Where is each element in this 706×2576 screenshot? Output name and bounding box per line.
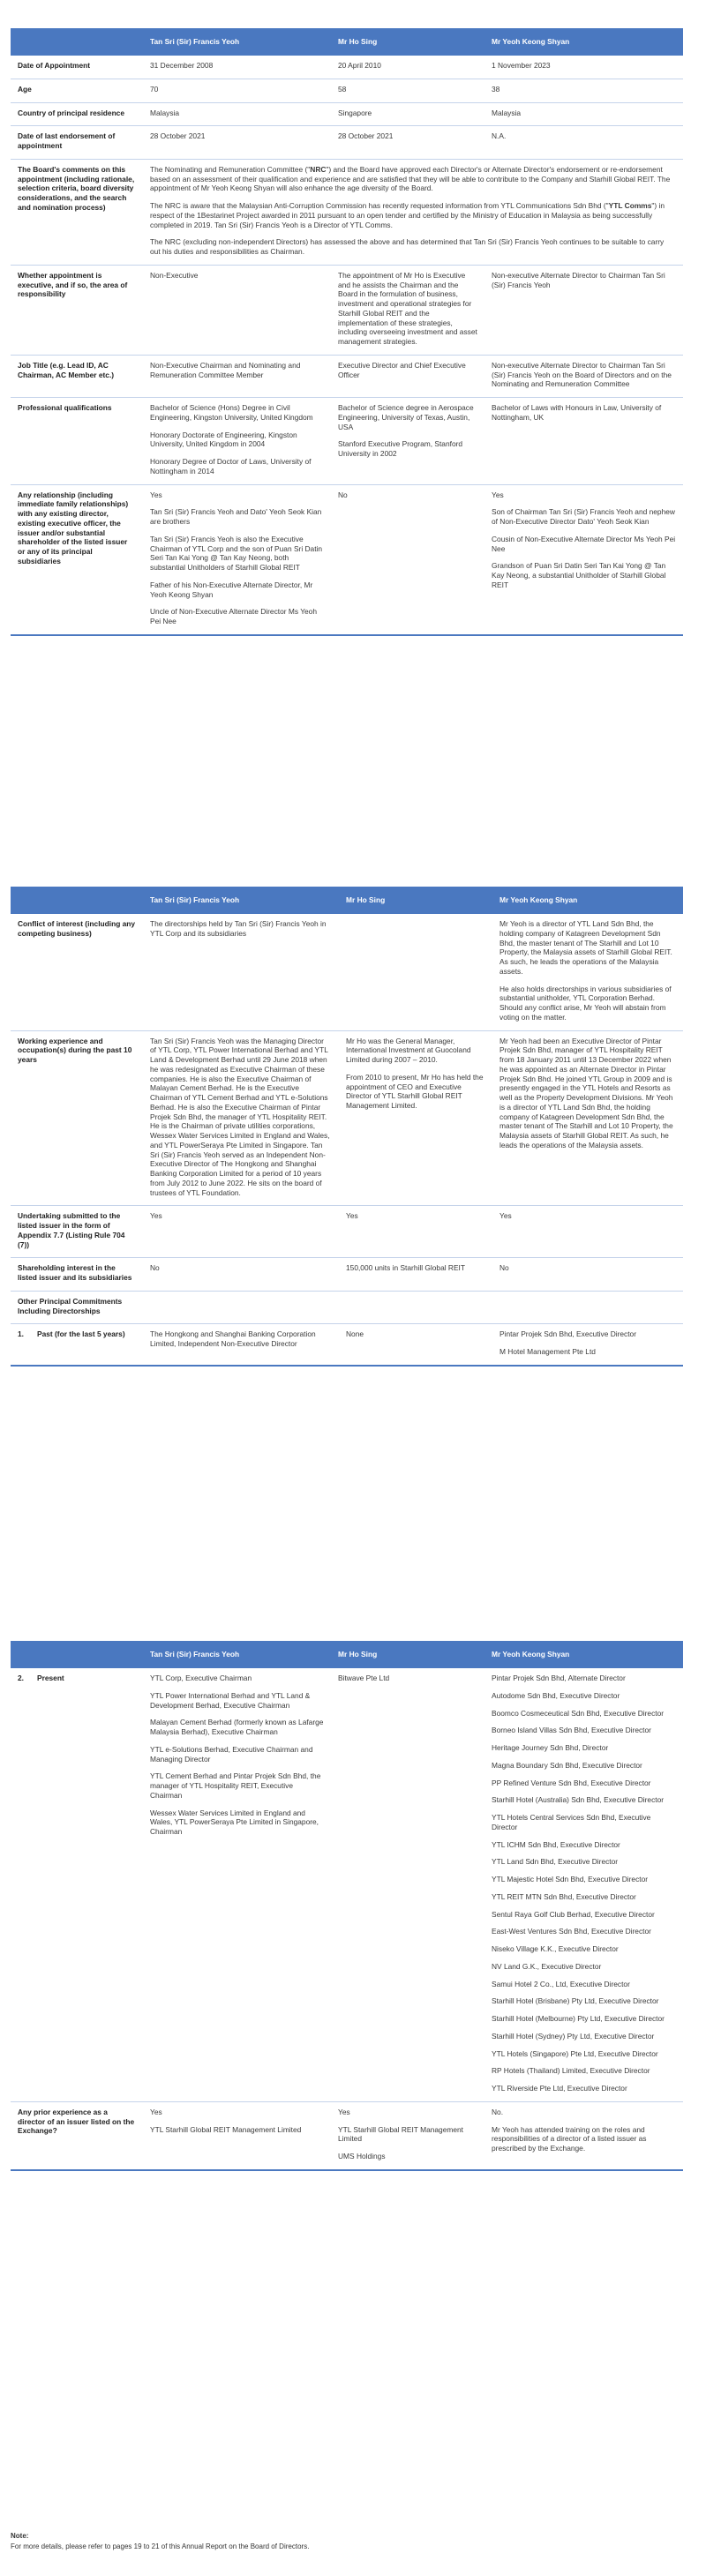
cell-paragraph: Tan Sri (Sir) Francis Yeoh and Dato' Yeoh Seok Kian are brothers [150, 507, 322, 526]
cell-director-2 [331, 126, 484, 160]
cell-director-2 [339, 1206, 492, 1258]
cell-paragraph: 38 [492, 84, 500, 94]
header-label-cell [11, 887, 143, 914]
cell-paragraph: Uncle of Non-Executive Alternate Director Ms Yeoh Pei Nee [150, 607, 317, 625]
table-row [11, 1258, 683, 1292]
row-number: 2. [18, 1674, 24, 1682]
header-director-name: Mr Yeoh Keong Shyan [492, 887, 683, 914]
cell-paragraph: Stanford Executive Program, Stanford University in 2002 [338, 439, 463, 458]
cell-director-3 [484, 265, 683, 355]
cell-paragraph: Non-Executive Chairman and Nominating and Remuneration Committee Member [150, 360, 301, 379]
cell-paragraph: Bitwave Pte Ltd [338, 1674, 390, 1682]
cell-paragraph: Non-executive Alternate Director to Chairman Tan Sri (Sir) Francis Yeoh on the Board of Directors and on the Nominating and Remuneration Committee [492, 360, 672, 389]
cell-paragraph: The Nominating and Remuneration Committee ("NRC") and the Board have approved each Director's or Alternate Director's endorsement or re-endorsement based on an assessment of their qualification and experience and are satisfied that they will be able to contribute to the Company and Starhill Global REIT. The appointment of Mr Yeoh Keong Shyan will also enhance the age diversity of the Board. [150, 164, 671, 193]
cell-director-3 [492, 1291, 683, 1324]
row-label: Shareholding interest in the listed issuer and its subsidiaries [11, 1258, 143, 1292]
cell-director-2 [331, 484, 484, 635]
cell-paragraph: N.A. [492, 131, 507, 141]
cell-paragraph: Mr Ho was the General Manager, International Investment at Guocoland Limited during 2007 – 2010. [346, 1036, 471, 1064]
cell-paragraph: East-West Ventures Sdn Bhd, Executive Director [492, 1927, 651, 1936]
cell-director-3 [484, 355, 683, 397]
cell-paragraph: No. [492, 2107, 504, 2116]
cell-director-1 [143, 398, 331, 485]
header-director-name: Mr Ho Sing [331, 28, 484, 56]
row-label [11, 1324, 143, 1366]
table-row [11, 484, 683, 635]
row-label: Date of last endorsement of appointment [11, 126, 143, 160]
cell-director-1 [143, 126, 331, 160]
cell-director-1 [143, 1030, 339, 1206]
director-table [11, 28, 683, 636]
cell-paragraph: YTL Riverside Pte Ltd, Executive Director [492, 2084, 627, 2093]
cell-director-1 [143, 2101, 331, 2170]
cell-paragraph: Yes [150, 490, 162, 499]
cell-paragraph: Yes [346, 1211, 358, 1221]
cell-paragraph: Honorary Degree of Doctor of Laws, University of Nottingham in 2014 [150, 457, 312, 476]
cell-paragraph: Cousin of Non-Executive Alternate Director Ms Yeoh Pei Nee [492, 534, 676, 553]
table-row [11, 398, 683, 485]
section-appointment-details [11, 28, 683, 636]
cell-director-2 [331, 79, 484, 102]
row-label: Other Principal Commitments Including Directorships [11, 1291, 143, 1324]
header-label-cell [11, 28, 143, 56]
cell-paragraph: Mr Yeoh is a director of YTL Land Sdn Bhd, the holding company of Katagreen Development Sdn Bhd, the master tenant of The Starhill and Lot 10 Property, the Malaysia assets of Starhill Global REIT. As such, he leads the operations of the Malaysia assets. [499, 919, 672, 976]
section-experience-details [11, 887, 683, 1367]
cell-paragraph: 150,000 units in Starhill Global REIT [346, 1263, 466, 1273]
cell-director-2 [331, 56, 484, 79]
row-label: Age [11, 79, 143, 102]
cell-paragraph: Sentul Raya Golf Club Berhad, Executive Director [492, 1909, 655, 1919]
section-directorships [11, 1641, 683, 2171]
cell-director-3 [484, 1668, 683, 2101]
cell-paragraph: Bachelor of Science (Hons) Degree in Civil Engineering, Kingston University, United Kingdom [150, 403, 313, 422]
header-row [11, 28, 683, 56]
cell-paragraph: PP Refined Venture Sdn Bhd, Executive Director [492, 1778, 651, 1787]
director-table [11, 887, 683, 1367]
cell-paragraph: Starhill Hotel (Sydney) Pty Ltd, Executive Director [492, 2031, 655, 2041]
cell-paragraph: YTL e-Solutions Berhad, Executive Chairman and Managing Director [150, 1744, 313, 1764]
cell-paragraph: Bachelor of Laws with Honours in Law, University of Nottingham, UK [492, 403, 662, 422]
cell-paragraph: UMS Holdings [338, 2152, 386, 2160]
cell-paragraph: Singapore [338, 108, 372, 117]
cell-paragraph: The directorships held by Tan Sri (Sir) Francis Yeoh in YTL Corp and its subsidiaries [150, 919, 327, 938]
note-title: Note: [11, 2532, 29, 2540]
cell-paragraph: Mr Yeoh has attended training on the roles and responsibilities of a director of a listed issuer as prescribed by the Exchange. [492, 2124, 647, 2153]
cell-director-3 [484, 102, 683, 126]
header-row [11, 1641, 683, 1668]
numbered-label [18, 1674, 136, 1683]
cell-paragraph: YTL ICHM Sdn Bhd, Executive Director [492, 1839, 620, 1849]
row-number: 1. [18, 1329, 24, 1339]
table-row [11, 265, 683, 355]
cell-paragraph: The NRC (excluding non-independent Directors) has assessed the above and has determined that Tan Sri (Sir) Francis Yeoh continues to be suitable to carry out his duties and responsibilities as Chairman. [150, 237, 665, 256]
cell-paragraph: Malaysia [492, 108, 522, 117]
cell-director-1 [143, 56, 331, 79]
cell-paragraph: Autodome Sdn Bhd, Executive Director [492, 1690, 620, 1700]
cell-paragraph: YTL Starhill Global REIT Management Limited [150, 2124, 302, 2134]
cell-paragraph: 70 [150, 84, 159, 94]
cell-director-3 [492, 1206, 683, 1258]
cell-director-3 [492, 914, 683, 1030]
row-label: Country of principal residence [11, 102, 143, 126]
row-label: Professional qualifications [11, 398, 143, 485]
cell-director-3 [484, 56, 683, 79]
header-director-name: Mr Ho Sing [331, 1641, 484, 1668]
row-label: Job Title (e.g. Lead ID, AC Chairman, AC Member etc.) [11, 355, 143, 397]
cell-director-2 [339, 1258, 492, 1292]
header-director-name: Tan Sri (Sir) Francis Yeoh [143, 887, 339, 914]
row-label: Working experience and occupation(s) during the past 10 years [11, 1030, 143, 1206]
cell-director-2 [339, 1291, 492, 1324]
cell-paragraph: The Hongkong and Shanghai Banking Corporation Limited, Independent Non-Executive Director [150, 1329, 316, 1348]
row-label [11, 1668, 143, 2101]
table-row [11, 914, 683, 1030]
cell-paragraph: Non-executive Alternate Director to Chairman Tan Sri (Sir) Francis Yeoh [492, 270, 665, 289]
cell-director-1 [143, 914, 339, 1030]
cell-paragraph: M Hotel Management Pte Ltd [499, 1347, 596, 1356]
cell-paragraph: Yes [338, 2107, 350, 2116]
cell-director-1 [143, 1668, 331, 2101]
header-director-name: Tan Sri (Sir) Francis Yeoh [143, 1641, 331, 1668]
cell-paragraph: Yes [150, 2107, 162, 2116]
cell-paragraph: Borneo Island Villas Sdn Bhd, Executive Director [492, 1726, 651, 1735]
cell-paragraph: Wessex Water Services Limited in England and Wales, YTL PowerSeraya Pte Limited in Singapore, Chairman [150, 1808, 319, 1836]
table-row [11, 159, 683, 265]
cell-director-1 [143, 484, 331, 635]
cell-paragraph: Magna Boundary Sdn Bhd, Executive Director [492, 1760, 642, 1770]
cell-director-1 [143, 1206, 339, 1258]
table-row [11, 102, 683, 126]
table-row [11, 1030, 683, 1206]
footnote [11, 2532, 683, 2551]
cell-director-2 [331, 1668, 484, 2101]
row-label: The Board's comments on this appointment (including rationale, selection criteria, board diversity considerations, and the search and nomination process) [11, 159, 143, 265]
cell-director-1 [143, 79, 331, 102]
row-label-text: Present [37, 1674, 64, 1682]
cell-director-1 [143, 265, 331, 355]
cell-director-2 [331, 355, 484, 397]
cell-paragraph: Tan Sri (Sir) Francis Yeoh was the Managing Director of YTL Corp, YTL Power International Berhad and YTL Land & Development Berhad until 29 June 2018 when he was redesignated as Executive Chairman of these companies. He is also the Executive Chairman of Malayan Cement Berhad. He is the Executive Chairman of YTL Cement Berhad and YTL e-Solutions Berhad. He is also the Executive Chairman of Pintar Projek Sdn Bhd, the manager of YTL Hospitality REIT. He is the Chairman of private utilities corporations, Wessex Water Services Limited in England and Wales, and YTL PowerSeraya Pte Limited in Singapore. Tan Sri (Sir) Francis Yeoh served as an Independent Non-Executive Director of The Hongkong and Shanghai Banking Corporation Limited for a period of 10 years from July 2012 to June 2022. He sits on the board of trustees of YTL Foundation. [150, 1036, 330, 1197]
cell-paragraph: Honorary Doctorate of Engineering, Kingston University, United Kingdom in 2004 [150, 430, 297, 449]
table-row [11, 1668, 683, 2101]
cell-paragraph: Mr Yeoh had been an Executive Director of Pintar Projek Sdn Bhd, manager of YTL Hospitality REIT from 18 January 2011 until 13 December 2022 when he was appointed as an Alternate Director in Pintar Projek Sdn Bhd. He joined YTL Group in 2009 and is presently engaged in the YTL Hotels and Resorts as well as the Property Development Divisions. Mr Yeoh is a director of YTL Land Sdn Bhd, the holding company of Katagreen Development Sdn Bhd, the master tenant of The Starhill and Lot 10 Property, the Malaysia assets of Starhill Global REIT. As such, he leads the operations of the Malaysia assets. [499, 1036, 673, 1149]
cell-paragraph: 28 October 2021 [150, 131, 206, 141]
cell-paragraph: YTL Hotels (Singapore) Pte Ltd, Executive Director [492, 2048, 658, 2058]
cell-paragraph: The appointment of Mr Ho is Executive and he assists the Chairman and the Board in the formulation of business, investment and operational strategies for Starhill Global REIT and the implementation of these strategies, including overseeing investment and asset management strategies. [338, 270, 477, 346]
cell-paragraph: YTL Cement Berhad and Pintar Projek Sdn Bhd, the manager of YTL Hospitality REIT, Executive Chairman [150, 1771, 321, 1800]
cell-paragraph: Non-Executive [150, 270, 199, 280]
cell-paragraph: Malayan Cement Berhad (formerly known as Lafarge Malaysia Berhad), Executive Chairman [150, 1718, 324, 1736]
director-table [11, 1641, 683, 2171]
cell-paragraph: Starhill Hotel (Australia) Sdn Bhd, Executive Director [492, 1795, 665, 1805]
cell-director-3 [484, 484, 683, 635]
table-row [11, 2101, 683, 2170]
cell-paragraph: Yes [499, 1211, 512, 1221]
cell-paragraph: Starhill Hotel (Melbourne) Pty Ltd, Executive Director [492, 2014, 665, 2023]
cell-paragraph: Starhill Hotel (Brisbane) Pty Ltd, Executive Director [492, 1996, 659, 2006]
row-label: Date of Appointment [11, 56, 143, 79]
cell-paragraph: Yes [150, 1211, 162, 1221]
header-row [11, 887, 683, 914]
cell-paragraph: Grandson of Puan Sri Datin Seri Tan Kai Yong @ Tan Kay Neong, a substantial Unitholder of Starhill Global REIT [492, 561, 666, 589]
cell-director-3 [484, 2101, 683, 2170]
cell-paragraph: Tan Sri (Sir) Francis Yeoh is also the Executive Chairman of YTL Corp and the son of Puan Sri Datin Seri Tan Kai Yong @ Tan Kay Neong, both substantial Unitholders of Starhill Global REIT [150, 534, 323, 572]
cell-director-2 [331, 265, 484, 355]
cell-paragraph: He also holds directorships in various subsidiaries of substantial unitholder, YTL Corporation Berhad. Should any conflict arise, Mr Yeoh will abstain from voting on the matter. [499, 984, 672, 1022]
row-label: Whether appointment is executive, and if so, the area of responsibility [11, 265, 143, 355]
cell-director-1 [143, 102, 331, 126]
row-label: Undertaking submitted to the listed issuer in the form of Appendix 7.7 (Listing Rule 704 (7)) [11, 1206, 143, 1258]
cell-paragraph: Yes [492, 490, 504, 499]
cell-paragraph: No [499, 1263, 509, 1273]
cell-paragraph: The NRC is aware that the Malaysian Anti-Corruption Commission has recently requested information from YTL Communications Sdn Bhd ("YTL Comms") in respect of the 1Bestarinet Project awarded in 2011 pursuant to an open tender and certified by the Ministry of Education in Malaysia as being successfully completed in 2019. Tan Sri (Sir) Francis Yeoh is a Director of YTL Comms. [150, 201, 665, 229]
cell-director-3 [492, 1258, 683, 1292]
header-director-name: Mr Yeoh Keong Shyan [484, 1641, 683, 1668]
table-row [11, 126, 683, 160]
cell-director-3 [492, 1324, 683, 1366]
table-row [11, 56, 683, 79]
cell-paragraph: None [346, 1329, 364, 1339]
note-text: For more details, please refer to pages 19 to 21 of this Annual Report on the Board of Directors. [11, 2542, 310, 2551]
cell-director-2 [331, 2101, 484, 2170]
row-label: Any relationship (including immediate family relationships) with any existing director, existing executive officer, the issuer and/or substantial shareholder of the listed issuer or any of its principal subsidiaries [11, 484, 143, 635]
cell-paragraph: No [338, 490, 348, 499]
cell-paragraph: Boomco Cosmeceutical Sdn Bhd, Executive Director [492, 1708, 665, 1718]
cell-paragraph: YTL Land Sdn Bhd, Executive Director [492, 1857, 619, 1867]
table-row [11, 1291, 683, 1324]
cell-director-2 [339, 1324, 492, 1366]
cell-paragraph: Son of Chairman Tan Sri (Sir) Francis Yeoh and nephew of Non-Executive Director Dato' Yeoh Seok Kian [492, 507, 675, 526]
cell-paragraph: From 2010 to present, Mr Ho has held the appointment of CEO and Executive Director of YTL Starhill Global REIT Management Limited. [346, 1072, 484, 1110]
cell-paragraph: Pintar Projek Sdn Bhd, Executive Director [499, 1329, 637, 1339]
cell-director-1 [143, 355, 331, 397]
numbered-label [18, 1329, 136, 1339]
cell-director-3 [484, 79, 683, 102]
cell-paragraph: YTL Majestic Hotel Sdn Bhd, Executive Director [492, 1875, 649, 1883]
cell-paragraph: RP Hotels (Thailand) Limited, Executive Director [492, 2066, 650, 2076]
header-director-name: Mr Yeoh Keong Shyan [484, 28, 683, 56]
header-director-name: Mr Ho Sing [339, 887, 492, 914]
cell-paragraph: NV Land G.K., Executive Director [492, 1961, 602, 1971]
row-label: Any prior experience as a director of an issuer listed on the Exchange? [11, 2101, 143, 2170]
table-row [11, 1324, 683, 1366]
cell-paragraph: 28 October 2021 [338, 131, 394, 141]
cell-paragraph: Pintar Projek Sdn Bhd, Alternate Director [492, 1674, 626, 1682]
cell-paragraph: 58 [338, 84, 347, 94]
cell-director-1 [143, 1291, 339, 1324]
table-row [11, 1206, 683, 1258]
cell-director-3 [484, 126, 683, 160]
cell-director-1 [143, 1324, 339, 1366]
cell-paragraph: No [150, 1263, 160, 1273]
cell-paragraph: 1 November 2023 [492, 61, 551, 70]
row-label: Conflict of interest (including any competing business) [11, 914, 143, 1030]
cell-paragraph: Malaysia [150, 108, 180, 117]
cell-paragraph: YTL Hotels Central Services Sdn Bhd, Executive Director [492, 1813, 651, 1831]
header-director-name: Tan Sri (Sir) Francis Yeoh [143, 28, 331, 56]
cell-paragraph: YTL Starhill Global REIT Management Limited [338, 2124, 463, 2144]
cell-director-2 [339, 1030, 492, 1206]
cell-paragraph: 20 April 2010 [338, 61, 381, 70]
cell-paragraph: YTL Power International Berhad and YTL Land & Development Berhad, Executive Chairman [150, 1690, 311, 1710]
cell-director-3 [492, 1030, 683, 1206]
table-row [11, 355, 683, 397]
cell-director-2 [331, 398, 484, 485]
table-row [11, 79, 683, 102]
cell-paragraph: 31 December 2008 [150, 61, 214, 70]
board-comments-cell [143, 159, 683, 265]
cell-paragraph: Father of his Non-Executive Alternate Director, Mr Yeoh Keong Shyan [150, 580, 313, 599]
cell-director-2 [339, 914, 492, 1030]
header-label-cell [11, 1641, 143, 1668]
cell-director-1 [143, 1258, 339, 1292]
cell-paragraph: YTL Corp, Executive Chairman [150, 1674, 252, 1682]
row-label-text: Past (for the last 5 years) [37, 1329, 125, 1339]
cell-paragraph: Samui Hotel 2 Co., Ltd, Executive Director [492, 1979, 630, 1988]
cell-director-2 [331, 102, 484, 126]
cell-paragraph: Executive Director and Chief Executive Officer [338, 360, 466, 379]
cell-paragraph: Bachelor of Science degree in Aerospace Engineering, University of Texas, Austin, USA [338, 403, 474, 431]
cell-paragraph: Niseko Village K.K., Executive Director [492, 1944, 619, 1953]
cell-director-3 [484, 398, 683, 485]
cell-paragraph: Heritage Journey Sdn Bhd, Director [492, 1743, 609, 1752]
cell-paragraph: YTL REIT MTN Sdn Bhd, Executive Director [492, 1891, 636, 1901]
